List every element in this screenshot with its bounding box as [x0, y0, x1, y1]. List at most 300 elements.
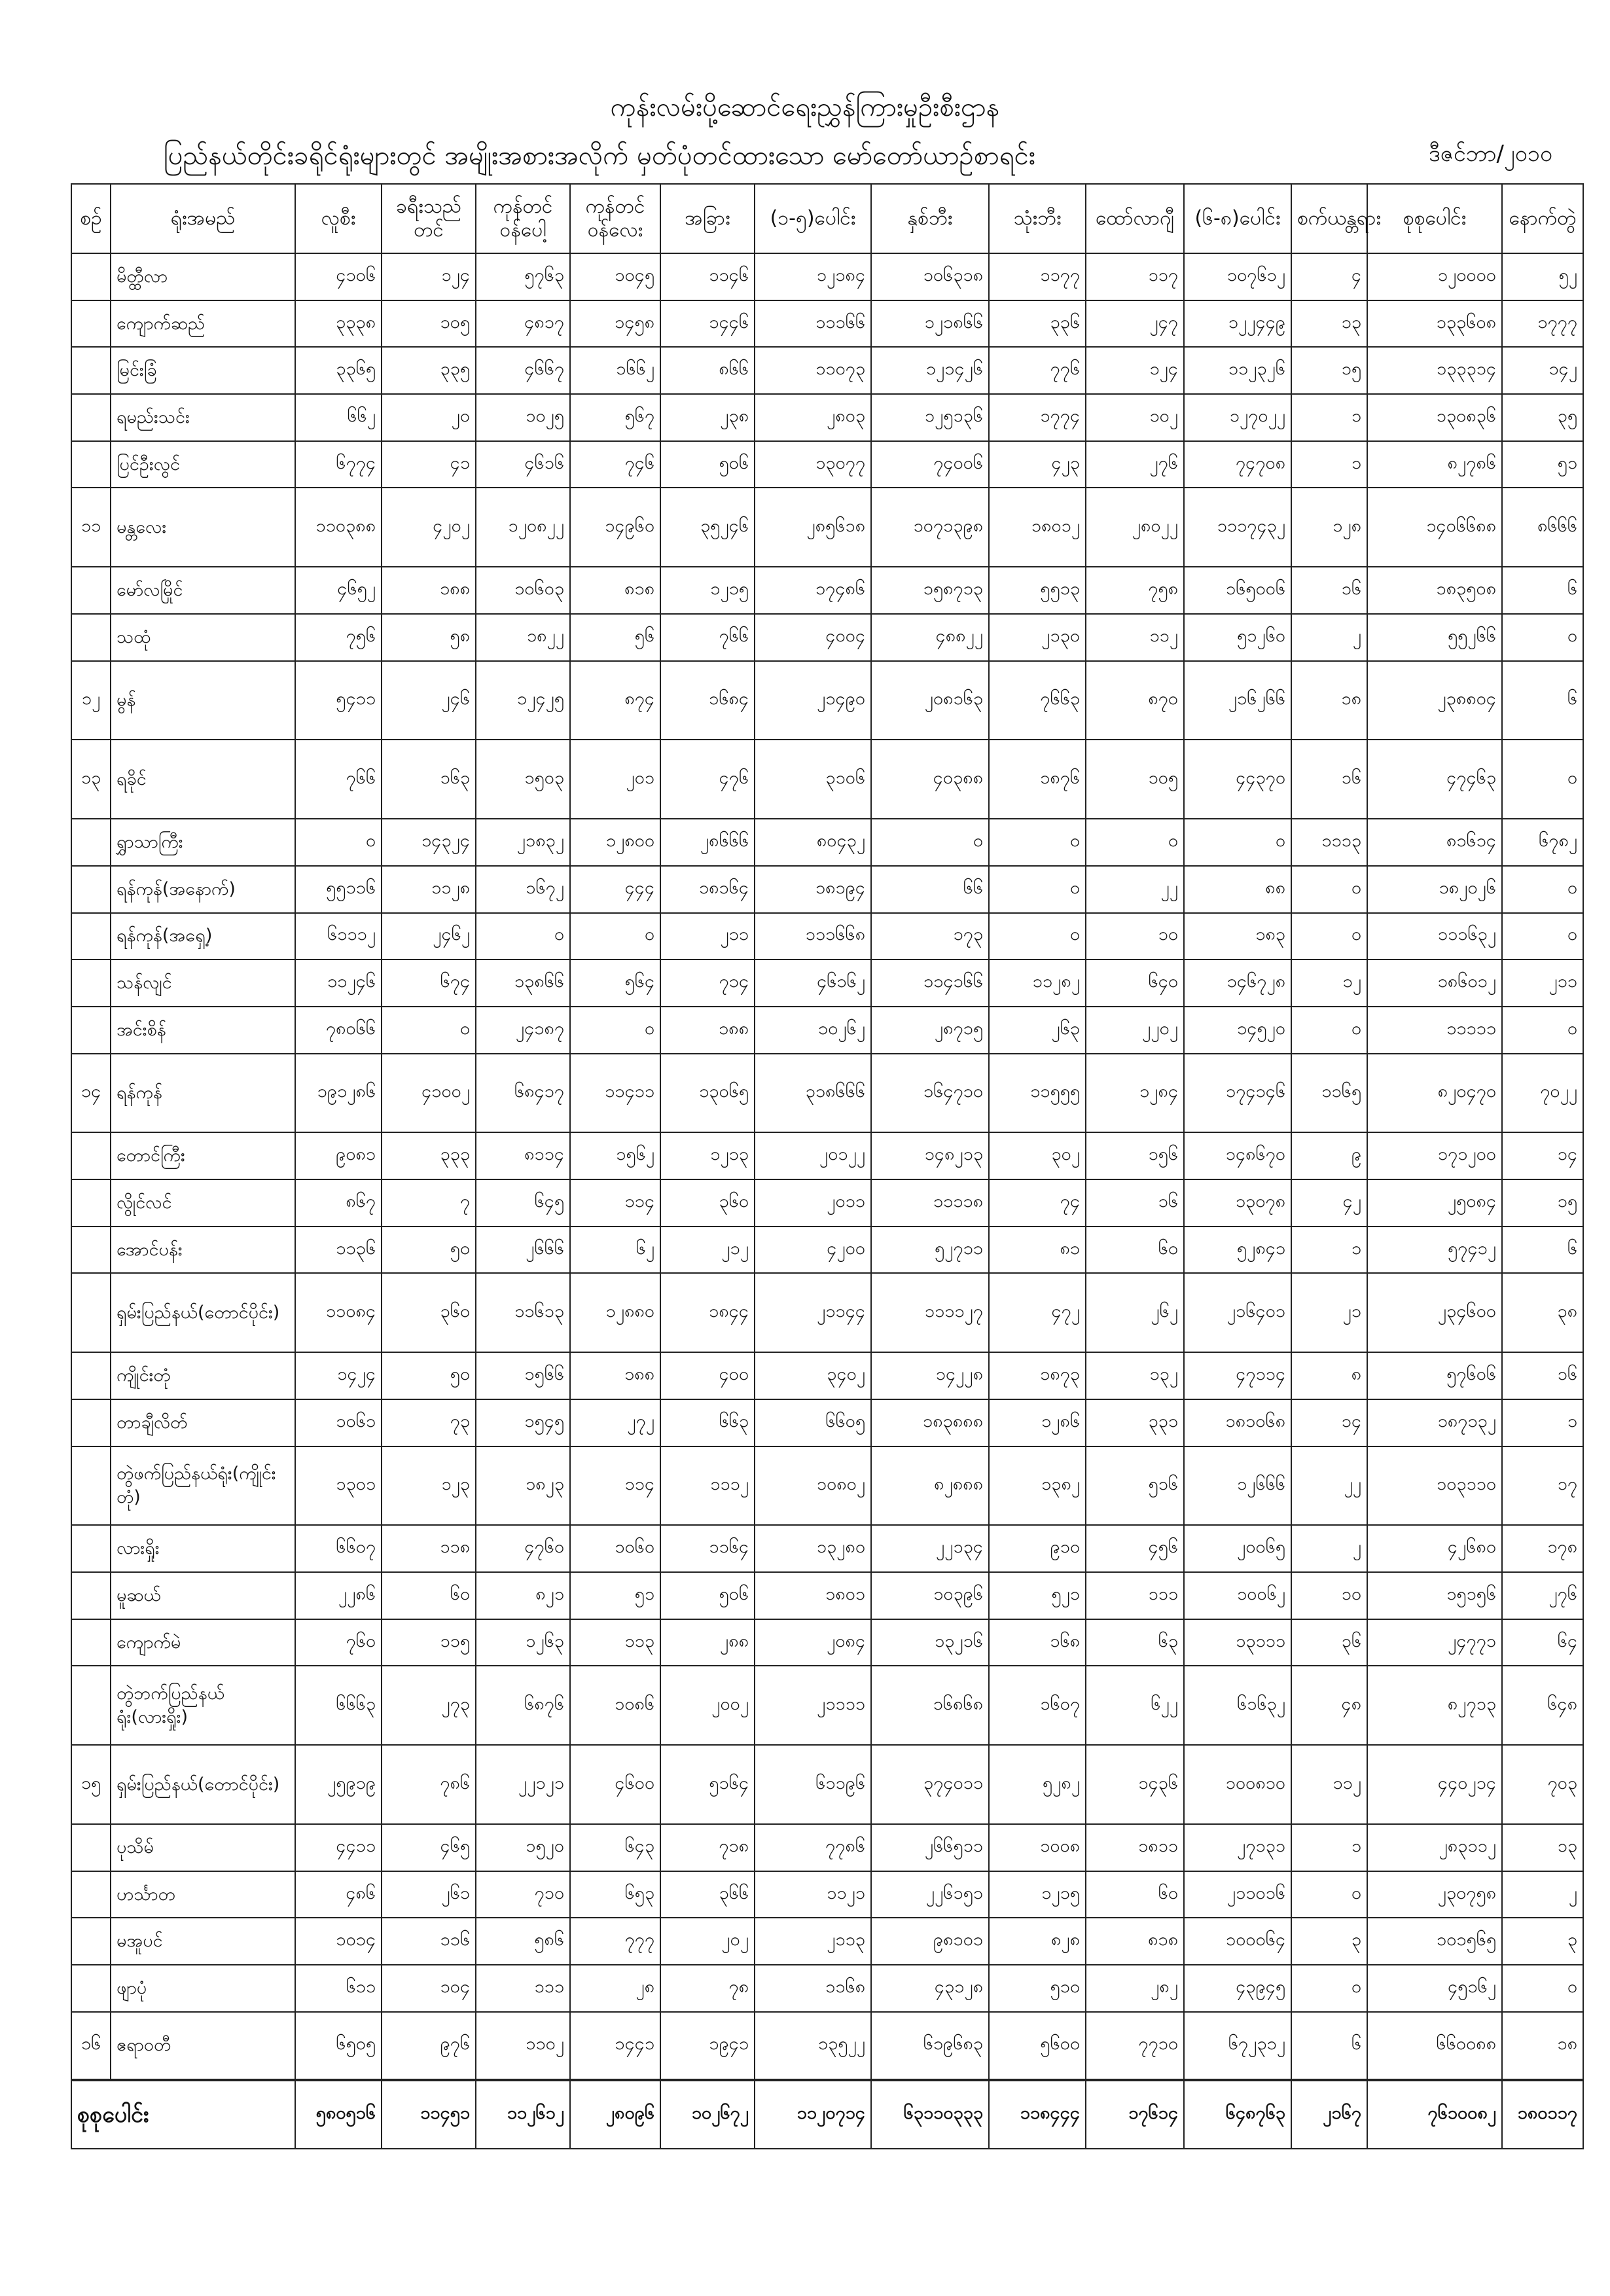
- value-cell: ၁၄၀၆၆၈၈: [1367, 488, 1502, 567]
- value-cell: ၃၆၆: [660, 1871, 755, 1918]
- value-cell: ၁၀၅: [382, 300, 476, 348]
- value-cell: ၁၅၈၇၁၃: [871, 567, 989, 614]
- value-cell: ၈၆၇: [295, 1179, 382, 1227]
- value-cell: ၅၂: [1502, 253, 1583, 300]
- value-cell: ၀: [295, 819, 382, 866]
- value-cell: ၁၂၄: [1086, 347, 1184, 394]
- table-row: [71, 1179, 1583, 1227]
- value-cell: ၀: [1502, 1007, 1583, 1054]
- value-cell: ၂၈: [570, 1965, 660, 2012]
- total-value-cell: ၅၈၀၅၁၆: [295, 2080, 382, 2149]
- value-cell: ၅၆၇: [570, 394, 660, 441]
- value-cell: ၁၁၁၁၂၇: [871, 1273, 989, 1352]
- value-cell: ၁၁၁: [1086, 1572, 1184, 1619]
- office-name: ကျိုင်းတုံ: [111, 1352, 295, 1399]
- value-cell: ၁၃: [1291, 300, 1367, 348]
- total-value-cell: ၁၈၀၁၁၇: [1502, 2080, 1583, 2149]
- value-cell: ၄၃၁၂၈: [871, 1965, 989, 2012]
- value-cell: ၆၆၆၃: [295, 1666, 382, 1745]
- table-row: [71, 253, 1583, 300]
- total-value-cell: ၆၄၈၇၆၃: [1184, 2080, 1291, 2149]
- value-cell: ၄၀၀: [660, 1352, 755, 1399]
- value-cell: ၁၂၀၈၂၂: [476, 488, 570, 567]
- value-cell: ၈: [1291, 1352, 1367, 1399]
- value-cell: ၁၁၁၇၄၃၂: [1184, 488, 1291, 567]
- column-header: စုစုပေါင်း: [1367, 184, 1502, 253]
- value-cell: ၇၈၆: [382, 1745, 476, 1824]
- value-cell: ၁၇၄၁၄၆: [1184, 1054, 1291, 1133]
- value-cell: ၁၁၀၈၄: [295, 1273, 382, 1352]
- value-cell: ၁၃၀၆၅: [660, 1054, 755, 1133]
- value-cell: ၂၈၆၆၆: [660, 819, 755, 866]
- value-cell: ၁၂၇၀၂၂: [1184, 394, 1291, 441]
- value-cell: ၄၆၀၀: [570, 1745, 660, 1824]
- value-cell: ၁၄၄၆: [660, 300, 755, 348]
- value-cell: ၁၄၄၁: [570, 2012, 660, 2080]
- value-cell: ၂၆၆၅၁၁: [871, 1824, 989, 1871]
- value-cell: ၀: [1502, 1965, 1583, 2012]
- value-cell: ၁၀၃၉၆: [871, 1572, 989, 1619]
- value-cell: ၁၈၃၅၀၈: [1367, 567, 1502, 614]
- table-header-row: [71, 184, 1583, 253]
- total-value-cell: ၁၁၈၄၄၄: [989, 2080, 1086, 2149]
- row-number: [71, 1965, 111, 2012]
- value-cell: ၁၄၂၂၈: [871, 1352, 989, 1399]
- value-cell: ၃၈: [1502, 1273, 1583, 1352]
- value-cell: ၂၇၂: [570, 1399, 660, 1446]
- value-cell: ၁၀၂: [1086, 394, 1184, 441]
- value-cell: ၇၁၈: [660, 1824, 755, 1871]
- value-cell: ၁၁၀၇၃: [755, 347, 871, 394]
- table-row: [71, 488, 1583, 567]
- value-cell: ၇၈၀၆၆: [295, 1007, 382, 1054]
- value-cell: ၁၅၆: [1086, 1132, 1184, 1179]
- value-cell: ၀: [1291, 1007, 1367, 1054]
- value-cell: ၁၂၁၃: [660, 1132, 755, 1179]
- value-cell: ၀: [1086, 819, 1184, 866]
- value-cell: ၁၁၂၁: [755, 1871, 871, 1918]
- row-number: [71, 567, 111, 614]
- value-cell: ၁၇၇၄: [989, 394, 1086, 441]
- row-number: [71, 1352, 111, 1399]
- value-cell: ၁၀၄: [382, 1965, 476, 2012]
- row-number: [71, 866, 111, 913]
- table-row: [71, 866, 1583, 913]
- value-cell: ၁၈၃: [1184, 913, 1291, 960]
- value-cell: ၁၅၄၅: [476, 1399, 570, 1446]
- value-cell: ၈၂၈၈၈: [871, 1446, 989, 1526]
- value-cell: ၁၁၁၆၆၈: [755, 913, 871, 960]
- total-label: စုစုပေါင်း: [71, 2080, 295, 2149]
- row-number: ၁၂: [71, 661, 111, 740]
- value-cell: ၃၁၈၆၆၆: [755, 1054, 871, 1133]
- table-row: [71, 300, 1583, 348]
- value-cell: ၆၄၅: [476, 1179, 570, 1227]
- value-cell: ၁၂၄: [382, 253, 476, 300]
- value-cell: ၄၆၁၆၂: [755, 960, 871, 1007]
- value-cell: ၇၄၇၀၈: [1184, 441, 1291, 488]
- office-name: တာချီလိတ်: [111, 1399, 295, 1446]
- value-cell: ၆၇၈၂: [1502, 819, 1583, 866]
- value-cell: ၆၄၈: [1502, 1666, 1583, 1745]
- value-cell: ၁၈၃၈၈၈: [871, 1399, 989, 1446]
- value-cell: ၁: [1291, 394, 1367, 441]
- value-cell: ၆၁၁၉၆: [755, 1745, 871, 1824]
- value-cell: ၇၇၇: [570, 1918, 660, 1965]
- value-cell: ၁၄၆၇၂၈: [1184, 960, 1291, 1007]
- value-cell: ၀: [382, 1007, 476, 1054]
- value-cell: ၇၆၆၃: [989, 661, 1086, 740]
- office-name: ပြင်ဦးလွင်: [111, 441, 295, 488]
- value-cell: ၈၁၁၄: [476, 1132, 570, 1179]
- value-cell: ၁၆: [1291, 740, 1367, 819]
- value-cell: ၁၂၁၈၆၆: [871, 300, 989, 348]
- office-name: မွန်: [111, 661, 295, 740]
- value-cell: ၆၁၁၁၂: [295, 913, 382, 960]
- value-cell: ၆: [1291, 2012, 1367, 2080]
- office-name: ရခိုင်: [111, 740, 295, 819]
- value-cell: ၆၇၇၄: [295, 441, 382, 488]
- value-cell: ၂၆၂: [1086, 1273, 1184, 1352]
- value-cell: ၁၂၁၅: [989, 1871, 1086, 1918]
- value-cell: ၆၄၃: [570, 1824, 660, 1871]
- value-cell: ၄၇၁၁၄: [1184, 1352, 1291, 1399]
- value-cell: ၅၆၀၀: [989, 2012, 1086, 2080]
- table-row: [71, 1054, 1583, 1133]
- table-row: [71, 1007, 1583, 1054]
- value-cell: ၁၄၃၂၄: [382, 819, 476, 866]
- column-header: သုံးဘီး: [989, 184, 1086, 253]
- value-cell: ၁၀၁၅၆၅: [1367, 1918, 1502, 1965]
- total-value-cell: ၁၁၂၀၇၁၄: [755, 2080, 871, 2149]
- column-header: လူစီး: [295, 184, 382, 253]
- table-row: [71, 1227, 1583, 1274]
- value-cell: ၁၈၇၃: [989, 1352, 1086, 1399]
- value-cell: ၀: [989, 866, 1086, 913]
- value-cell: ၁၉၄၁: [660, 2012, 755, 2080]
- value-cell: ၂၀၁၂၂: [755, 1132, 871, 1179]
- office-name: ကျောက်ဆည်: [111, 300, 295, 348]
- value-cell: ၁၄၂၄: [295, 1352, 382, 1399]
- value-cell: ၁၇၄၈၆: [755, 567, 871, 614]
- value-cell: ၉: [1291, 1132, 1367, 1179]
- value-cell: ၁၀: [1086, 913, 1184, 960]
- value-cell: ၁၀၈၆: [570, 1666, 660, 1745]
- table-row: [71, 2012, 1583, 2080]
- row-number: [71, 347, 111, 394]
- value-cell: ၉၈၁၀၁: [871, 1918, 989, 1965]
- value-cell: ၁၄၃၆: [1086, 1745, 1184, 1824]
- value-cell: ၇: [382, 1179, 476, 1227]
- value-cell: ၀: [989, 819, 1086, 866]
- value-cell: ၂၀၂: [660, 1918, 755, 1965]
- table-row: [71, 1525, 1583, 1572]
- value-cell: ၁၂၈: [1291, 488, 1367, 567]
- value-cell: ၄၀၀၄: [755, 614, 871, 661]
- value-cell: ၈၂၈: [989, 1918, 1086, 1965]
- value-cell: ၅၀: [382, 1227, 476, 1274]
- table-row: [71, 819, 1583, 866]
- value-cell: ၄၂၀၀: [755, 1227, 871, 1274]
- value-cell: ၄: [1291, 253, 1367, 300]
- value-cell: ၁၂၈၈၀: [570, 1273, 660, 1352]
- value-cell: ၄၈၆: [295, 1871, 382, 1918]
- value-cell: ၅၁: [570, 1572, 660, 1619]
- value-cell: ၁၃၁၁၁: [1184, 1619, 1291, 1666]
- value-cell: ၄၇၂: [989, 1273, 1086, 1352]
- value-cell: ၈၁၈: [1086, 1918, 1184, 1965]
- value-cell: ၀: [1291, 913, 1367, 960]
- value-cell: ၁၁၅၅၅: [989, 1054, 1086, 1133]
- value-cell: ၈၆၆: [660, 347, 755, 394]
- value-cell: ၁၈၆၀၁၂: [1367, 960, 1502, 1007]
- value-cell: ၂၄၇: [1086, 300, 1184, 348]
- value-cell: ၂၁၁: [660, 913, 755, 960]
- value-cell: ၃၃၅: [382, 347, 476, 394]
- value-cell: ၁၀၇၁၃၉၈: [871, 488, 989, 567]
- value-cell: ၁: [1291, 1824, 1367, 1871]
- value-cell: ၂၁၁: [1502, 960, 1583, 1007]
- office-name: ရန်ကုန်: [111, 1054, 295, 1133]
- table-row: [71, 960, 1583, 1007]
- total-value-cell: ၁၀၂၆၇၂: [660, 2080, 755, 2149]
- value-cell: ၈၁၈: [570, 567, 660, 614]
- value-cell: ၅၂၁: [989, 1572, 1086, 1619]
- value-cell: ၄၃၉၄၅: [1184, 1965, 1291, 2012]
- value-cell: ၂၃၈: [660, 394, 755, 441]
- column-header: စဉ်: [71, 184, 111, 253]
- value-cell: ၀: [1502, 740, 1583, 819]
- value-cell: ၁၈၁၉၄: [755, 866, 871, 913]
- table-row: [71, 1666, 1583, 1745]
- row-number: ၁၁: [71, 488, 111, 567]
- value-cell: ၁၅၆၂: [570, 1132, 660, 1179]
- value-cell: ၅၂၈၂: [989, 1745, 1086, 1824]
- table-row: [71, 1871, 1583, 1918]
- total-value-cell: ၇၆၁၀၀၈၂: [1367, 2080, 1502, 2149]
- value-cell: ၁၀၆၃၁၈: [871, 253, 989, 300]
- value-cell: ၆၇၂၃၁၂: [1184, 2012, 1291, 2080]
- value-cell: ၁: [1291, 1227, 1367, 1274]
- value-cell: ၂၈၂: [1086, 1965, 1184, 2012]
- value-cell: ၅၁၀: [989, 1965, 1086, 2012]
- value-cell: ၆၄၀: [1086, 960, 1184, 1007]
- value-cell: ၁၄၅၈: [570, 300, 660, 348]
- value-cell: ၀: [476, 913, 570, 960]
- value-cell: ၂၀၈၁၆၃: [871, 661, 989, 740]
- row-number: [71, 913, 111, 960]
- value-cell: ၂: [1291, 614, 1367, 661]
- value-cell: ၁၀: [1291, 1572, 1367, 1619]
- vehicle-registration-table: [71, 183, 1584, 2149]
- value-cell: ၁၃၀၁: [295, 1446, 382, 1526]
- value-cell: ၂၀၀၂: [660, 1666, 755, 1745]
- value-cell: ၈၈: [1184, 866, 1291, 913]
- value-cell: ၂၁၁၃: [755, 1918, 871, 1965]
- value-cell: ၇၈: [660, 1965, 755, 2012]
- value-cell: ၁၁၁၆၆: [755, 300, 871, 348]
- value-cell: ၈၇၄: [570, 661, 660, 740]
- total-value-cell: ၂၁၆၇: [1291, 2080, 1367, 2149]
- value-cell: ၅၅၂၆၆: [1367, 614, 1502, 661]
- table-row: [71, 1352, 1583, 1399]
- value-cell: ၁၂၈၄: [1086, 1054, 1184, 1133]
- office-name: သထုံ: [111, 614, 295, 661]
- value-cell: ၄၄၃၇၀: [1184, 740, 1291, 819]
- table-row: [71, 614, 1583, 661]
- value-cell: ၁၇၃: [871, 913, 989, 960]
- value-cell: ၁၄၅၂၀: [1184, 1007, 1291, 1054]
- value-cell: ၁၁၆၄: [660, 1525, 755, 1572]
- value-cell: ၂၄၇၇၁: [1367, 1619, 1502, 1666]
- value-cell: ၂၂၁၂၁: [476, 1745, 570, 1824]
- value-cell: ၁၂၀၀၀၀: [1367, 253, 1502, 300]
- value-cell: ၅၅၁၃: [989, 567, 1086, 614]
- office-name: ရွှာသာကြီး: [111, 819, 295, 866]
- value-cell: ၇၇၆: [989, 347, 1086, 394]
- office-name: ဧရာဝတီ: [111, 2012, 295, 2080]
- column-header: စက်ယန္တရား: [1291, 184, 1367, 253]
- value-cell: ၁၈: [1291, 661, 1367, 740]
- value-cell: ၃၃၆: [989, 300, 1086, 348]
- total-value-cell: ၁၇၆၁၄: [1086, 2080, 1184, 2149]
- table-row: [71, 1399, 1583, 1446]
- value-cell: ၁၁၂၄၆: [295, 960, 382, 1007]
- value-cell: ၁၄၂: [1502, 347, 1583, 394]
- table-row: [71, 1918, 1583, 1965]
- value-cell: ၂၁၃၀: [989, 614, 1086, 661]
- row-number: [71, 1871, 111, 1918]
- value-cell: ၂၈၃၁၁၂: [1367, 1824, 1502, 1871]
- value-cell: ၃၆၀: [382, 1273, 476, 1352]
- value-cell: ၄၀၃၈၈: [871, 740, 989, 819]
- value-cell: ၄၆၅၂: [295, 567, 382, 614]
- row-number: [71, 1273, 111, 1352]
- value-cell: ၁၆၄၇၁၀: [871, 1054, 989, 1133]
- value-cell: ၁၁၁၂: [660, 1446, 755, 1526]
- total-value-cell: ၆၃၁၁၀၃၃၃: [871, 2080, 989, 2149]
- value-cell: ၁၈: [1502, 2012, 1583, 2080]
- row-number: [71, 1132, 111, 1179]
- value-cell: ၁၃: [1502, 1824, 1583, 1871]
- value-cell: ၁၂၄၂၅: [476, 661, 570, 740]
- value-cell: ၃၆: [1291, 1619, 1367, 1666]
- value-cell: ၁၀၆၀၃: [476, 567, 570, 614]
- table-row: [71, 1965, 1583, 2012]
- table-row: [71, 347, 1583, 394]
- value-cell: ၅၁၆၄: [660, 1745, 755, 1824]
- value-cell: ၁၃၈၆၆: [476, 960, 570, 1007]
- value-cell: ၂၃၀၇၅၈: [1367, 1871, 1502, 1918]
- value-cell: ၂၂၀၂: [1086, 1007, 1184, 1054]
- table-row: [71, 441, 1583, 488]
- office-name: မြင်းခြံ: [111, 347, 295, 394]
- value-cell: ၁: [1502, 1399, 1583, 1446]
- value-cell: ၁၃၀၈၃၆: [1367, 394, 1502, 441]
- value-cell: ၂၂: [1086, 866, 1184, 913]
- value-cell: ၁၆၈၆၈: [871, 1666, 989, 1745]
- value-cell: ၅၈၆: [476, 1918, 570, 1965]
- value-cell: ၈၁၆၁၄: [1367, 819, 1502, 866]
- value-cell: ၁: [1291, 441, 1367, 488]
- value-cell: ၁၆၈၄: [660, 661, 755, 740]
- value-cell: ၁၆၇၂: [476, 866, 570, 913]
- value-cell: ၃: [1502, 1918, 1583, 1965]
- value-cell: ၁၀၇၆၁၂: [1184, 253, 1291, 300]
- office-name: အောင်ပန်း: [111, 1227, 295, 1274]
- value-cell: ၄၇၄၆၃: [1367, 740, 1502, 819]
- value-cell: ၀: [989, 913, 1086, 960]
- value-cell: ၁၅၁၅၆: [1367, 1572, 1502, 1619]
- value-cell: ၁၆၀၇: [989, 1666, 1086, 1745]
- value-cell: ၁၀၁၄: [295, 1918, 382, 1965]
- value-cell: ၁၈၁၆၄: [660, 866, 755, 913]
- value-cell: ၂၆၃: [989, 1007, 1086, 1054]
- value-cell: ၁၁၈: [382, 1525, 476, 1572]
- value-cell: ၁၂၈၀၀: [570, 819, 660, 866]
- value-cell: ၅၂၇၁၁: [871, 1227, 989, 1274]
- value-cell: ၀: [570, 1007, 660, 1054]
- office-name: ရှမ်းပြည်နယ်(တောင်ပိုင်း): [111, 1745, 295, 1824]
- value-cell: ၅၅၁၁၆: [295, 866, 382, 913]
- row-number: ၁၆: [71, 2012, 111, 2080]
- table-row: [71, 567, 1583, 614]
- value-cell: ၈၁: [989, 1227, 1086, 1274]
- value-cell: ၁၁၂၃၂၆: [1184, 347, 1291, 394]
- value-cell: ၉၀၈၁: [295, 1132, 382, 1179]
- value-cell: ၀: [1291, 866, 1367, 913]
- value-cell: ၅၆၄: [570, 960, 660, 1007]
- value-cell: ၆: [1502, 567, 1583, 614]
- value-cell: ၁၂၈၆: [989, 1399, 1086, 1446]
- value-cell: ၇၃: [382, 1399, 476, 1446]
- table-row: [71, 1619, 1583, 1666]
- value-cell: ၃: [1291, 1918, 1367, 1965]
- value-cell: ၈၆၆၆: [1502, 488, 1583, 567]
- value-cell: ၆၈၇၆: [476, 1666, 570, 1745]
- value-cell: ၂၄၆၂: [382, 913, 476, 960]
- value-cell: ၅၀၆: [660, 441, 755, 488]
- value-cell: ၆၅၀၅: [295, 2012, 382, 2080]
- value-cell: ၃၅: [1502, 394, 1583, 441]
- total-row: [71, 2080, 1583, 2149]
- value-cell: ၂၂၆၁၅၁: [871, 1871, 989, 1918]
- value-cell: ၂၇၃: [382, 1666, 476, 1745]
- value-cell: ၁၂၆၃: [476, 1619, 570, 1666]
- value-cell: ၂၅၀၈၄: [1367, 1179, 1502, 1227]
- row-number: [71, 1918, 111, 1965]
- office-name: တောင်ကြီး: [111, 1132, 295, 1179]
- value-cell: ၁၁၂: [1291, 1745, 1367, 1824]
- value-cell: ၄၄၁၁: [295, 1824, 382, 1871]
- value-cell: ၇၁၀: [476, 1871, 570, 1918]
- table-row: [71, 913, 1583, 960]
- column-header: (၁-၅)ပေါင်း: [755, 184, 871, 253]
- office-name: ဟင်္သာတ: [111, 1871, 295, 1918]
- value-cell: ၁၃၈၂: [989, 1446, 1086, 1526]
- value-cell: ၅၂၈၄၁: [1184, 1227, 1291, 1274]
- value-cell: ၄၄၄: [570, 866, 660, 913]
- value-cell: ၂၁၁၁၁: [755, 1666, 871, 1745]
- value-cell: ၉၇၆: [382, 2012, 476, 2080]
- value-cell: ၇၇၁၀: [1086, 2012, 1184, 2080]
- value-cell: ၇၅၆: [295, 614, 382, 661]
- value-cell: ၁၀၅: [1086, 740, 1184, 819]
- value-cell: ၁၂၁၄၂၆: [871, 347, 989, 394]
- value-cell: ၁၆: [1291, 567, 1367, 614]
- value-cell: ၂၄၆: [382, 661, 476, 740]
- value-cell: ၂၈၈: [660, 1619, 755, 1666]
